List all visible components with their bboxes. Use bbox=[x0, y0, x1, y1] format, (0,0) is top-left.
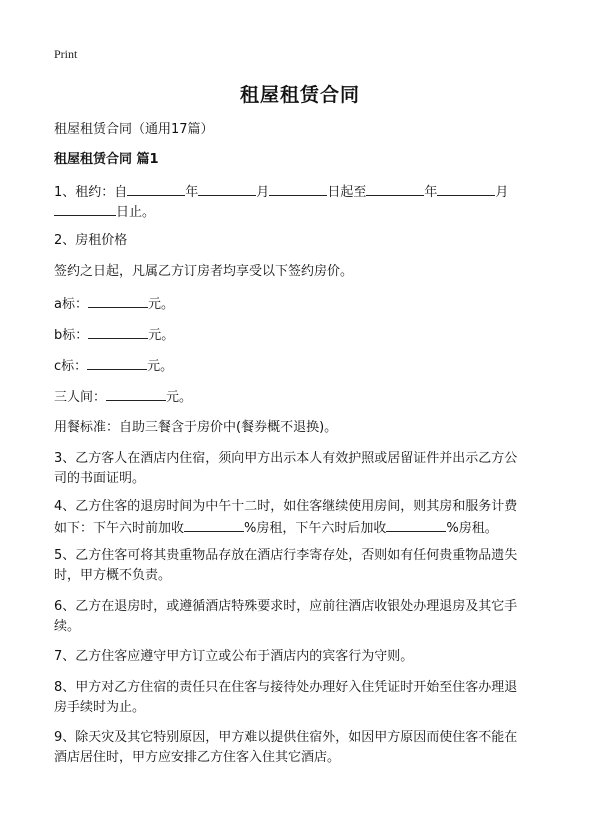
clause-6-line-2: 续。 bbox=[54, 619, 81, 634]
end-label: 日止。 bbox=[116, 205, 156, 220]
blank-end-year bbox=[366, 180, 424, 196]
blank-start-month bbox=[198, 180, 256, 196]
blank-rate-triple bbox=[106, 385, 166, 401]
year-label-2: 年 bbox=[424, 185, 438, 200]
month-label: 月 bbox=[256, 185, 270, 200]
clause-8-line-2: 房手续时为止。 bbox=[54, 700, 146, 715]
rate-b-label: b标： bbox=[54, 328, 89, 343]
clause-4-line-2 bbox=[54, 516, 554, 539]
rate-b-line bbox=[54, 323, 554, 346]
blank-rate-c bbox=[87, 354, 147, 370]
clause-9-line-1: 9、除天灾及其它特别原因，甲方难以提供住宿外，如因甲方原因而使住客不能在 bbox=[54, 730, 518, 745]
clause-1-prefix: 1、租约：自 bbox=[54, 185, 128, 200]
blank-surcharge-after bbox=[386, 516, 446, 532]
clause-4-before-six: 如下：下午六时前加收 bbox=[54, 521, 185, 536]
rate-a-unit: 元。 bbox=[147, 297, 174, 312]
rate-triple-unit: 元。 bbox=[166, 390, 193, 405]
clause-5-line-2: 时，甲方概不负责。 bbox=[54, 568, 172, 583]
clause-4-end: %房租。 bbox=[446, 521, 498, 536]
from-label: 日起至 bbox=[327, 185, 367, 200]
month-label-2: 月 bbox=[495, 185, 509, 200]
clause-3-line-2: 司的书面证明。 bbox=[54, 471, 146, 486]
rate-c-line bbox=[54, 354, 554, 377]
clause-1-line-2 bbox=[54, 200, 554, 223]
clause-3-line-1: 3、乙方客人在酒店内住宿，须向甲方出示本人有效护照或居留证件并出示乙方公 bbox=[54, 451, 518, 466]
rate-b-unit: 元。 bbox=[148, 328, 175, 343]
blank-start-day bbox=[269, 180, 327, 196]
print-label: Print bbox=[54, 47, 78, 61]
section-heading: 租屋租赁合同 篇1 bbox=[54, 152, 159, 167]
blank-rate-a bbox=[88, 292, 148, 308]
meal-standard: 用餐标准：自助三餐含于房价中(餐券概不退换)。 bbox=[54, 420, 338, 435]
clause-6-line-1: 6、乙方在退房时，或遵循酒店特殊要求时，应前往酒店收银处办理退房及其它手 bbox=[54, 599, 518, 614]
document-title: 租屋租赁合同 bbox=[239, 84, 360, 106]
clause-8-line-1: 8、甲方对乙方住宿的责任只在住客与接待处办理好入住凭证时开始至住客办理退 bbox=[54, 680, 518, 695]
clause-4-line-1: 4、乙方住客的退房时间为中午十二时，如住客继续使用房间，则其房和服务计费 bbox=[54, 499, 518, 514]
blank-start-year bbox=[127, 180, 185, 196]
clause-4-after-six: %房租，下午六时后加收 bbox=[244, 521, 387, 536]
blank-rate-b bbox=[88, 323, 148, 339]
rate-triple-line bbox=[54, 385, 554, 408]
year-label: 年 bbox=[185, 185, 199, 200]
clause-5-line-1: 5、乙方住客可将其贵重物品存放在酒店行李寄存处，否则如有任何贵重物品遗失 bbox=[54, 548, 518, 563]
rate-c-unit: 元。 bbox=[147, 359, 174, 374]
document-subtitle: 租屋租赁合同（通用17篇） bbox=[54, 122, 214, 137]
blank-end-day bbox=[54, 200, 116, 216]
rate-c-label: c标： bbox=[54, 359, 88, 374]
blank-end-month bbox=[437, 180, 495, 196]
clause-2-title: 2、房租价格 bbox=[54, 233, 128, 248]
clause-7-line-1: 7、乙方住客应遵守甲方订立或公布于酒店内的宾客行为守则。 bbox=[54, 649, 414, 664]
rate-a-label: a标： bbox=[54, 297, 88, 312]
rate-triple-label: 三人间： bbox=[54, 390, 107, 405]
clause-2-sign: 签约之日起，凡属乙方订房者均享受以下签约房价。 bbox=[54, 264, 354, 279]
clause-9-line-2: 酒店居住时，甲方应安排乙方住客入住其它酒店。 bbox=[54, 750, 341, 765]
blank-surcharge-before bbox=[184, 516, 244, 532]
rate-a-line bbox=[54, 292, 554, 315]
